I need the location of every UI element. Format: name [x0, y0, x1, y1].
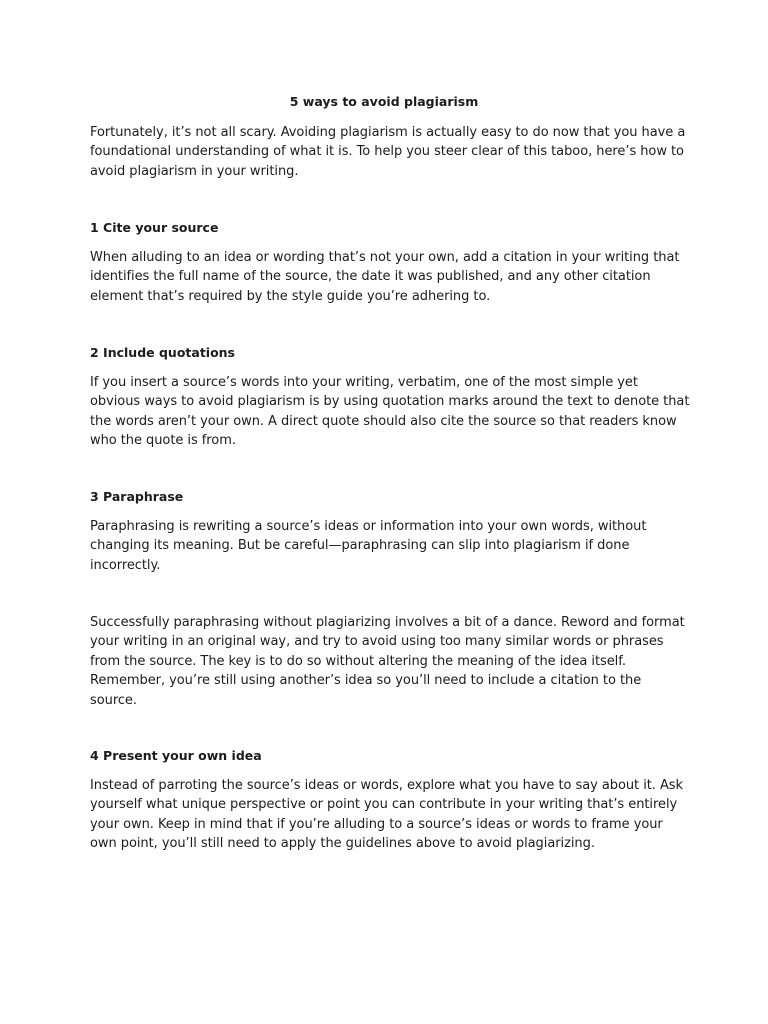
section-paragraph: If you insert a source’s words into your writing, verbatim, one of the most simple yet obvious ways to avoid plagiarism is by using quotation marks around the text to denote that the words aren’t your own. A direct quote should also cite the source so that readers know who the quote is from.	[90, 375, 690, 449]
section-paragraph: Paraphrasing is rewriting a source’s ideas or information into your own words, without changing its meaning. But be careful—paraphrasing can slip into plagiarism if done incorrectly.	[90, 519, 647, 573]
document-title: 5 ways to avoid plagiarism	[289, 94, 479, 109]
section-paragraph: Successfully paraphrasing without plagiarizing involves a bit of a dance. Reword and format your writing in an original way, and try to avoid using too many similar words or phrases from the source. The key is to do so without altering the meaning of the idea itself. Remember, you’re still using another’s idea so you’ll need to include a citation to the source.	[90, 615, 685, 708]
section-heading-present-own-idea: 4 Present your own idea	[90, 748, 262, 763]
section-heading-cite-source: 1 Cite your source	[90, 220, 219, 235]
section-heading-paraphrase: 3 Paraphrase	[90, 489, 184, 504]
intro-paragraph: Fortunately, it’s not all scary. Avoiding plagiarism is actually easy to do now that you have a foundational understanding of what it is. To help you steer clear of this taboo, here’s how to avoid plagiarism in your writing.	[90, 125, 686, 179]
section-paragraph: Instead of parroting the source’s ideas or words, explore what you have to say about it. Ask yourself what unique perspective or point you can contribute in your writing that’s entirely your own. Keep in mind that if you’re alluding to a source’s ideas or words to frame your own point, you’ll still need to apply the guidelines above to avoid plagiarizing.	[90, 778, 684, 852]
section-heading-include-quotations: 2 Include quotations	[90, 345, 236, 360]
section-paragraph: When alluding to an idea or wording that’s not your own, add a citation in your writing that identifies the full name of the source, the date it was published, and any other citation element that’s required by the style guide you’re adhering to.	[90, 250, 680, 304]
